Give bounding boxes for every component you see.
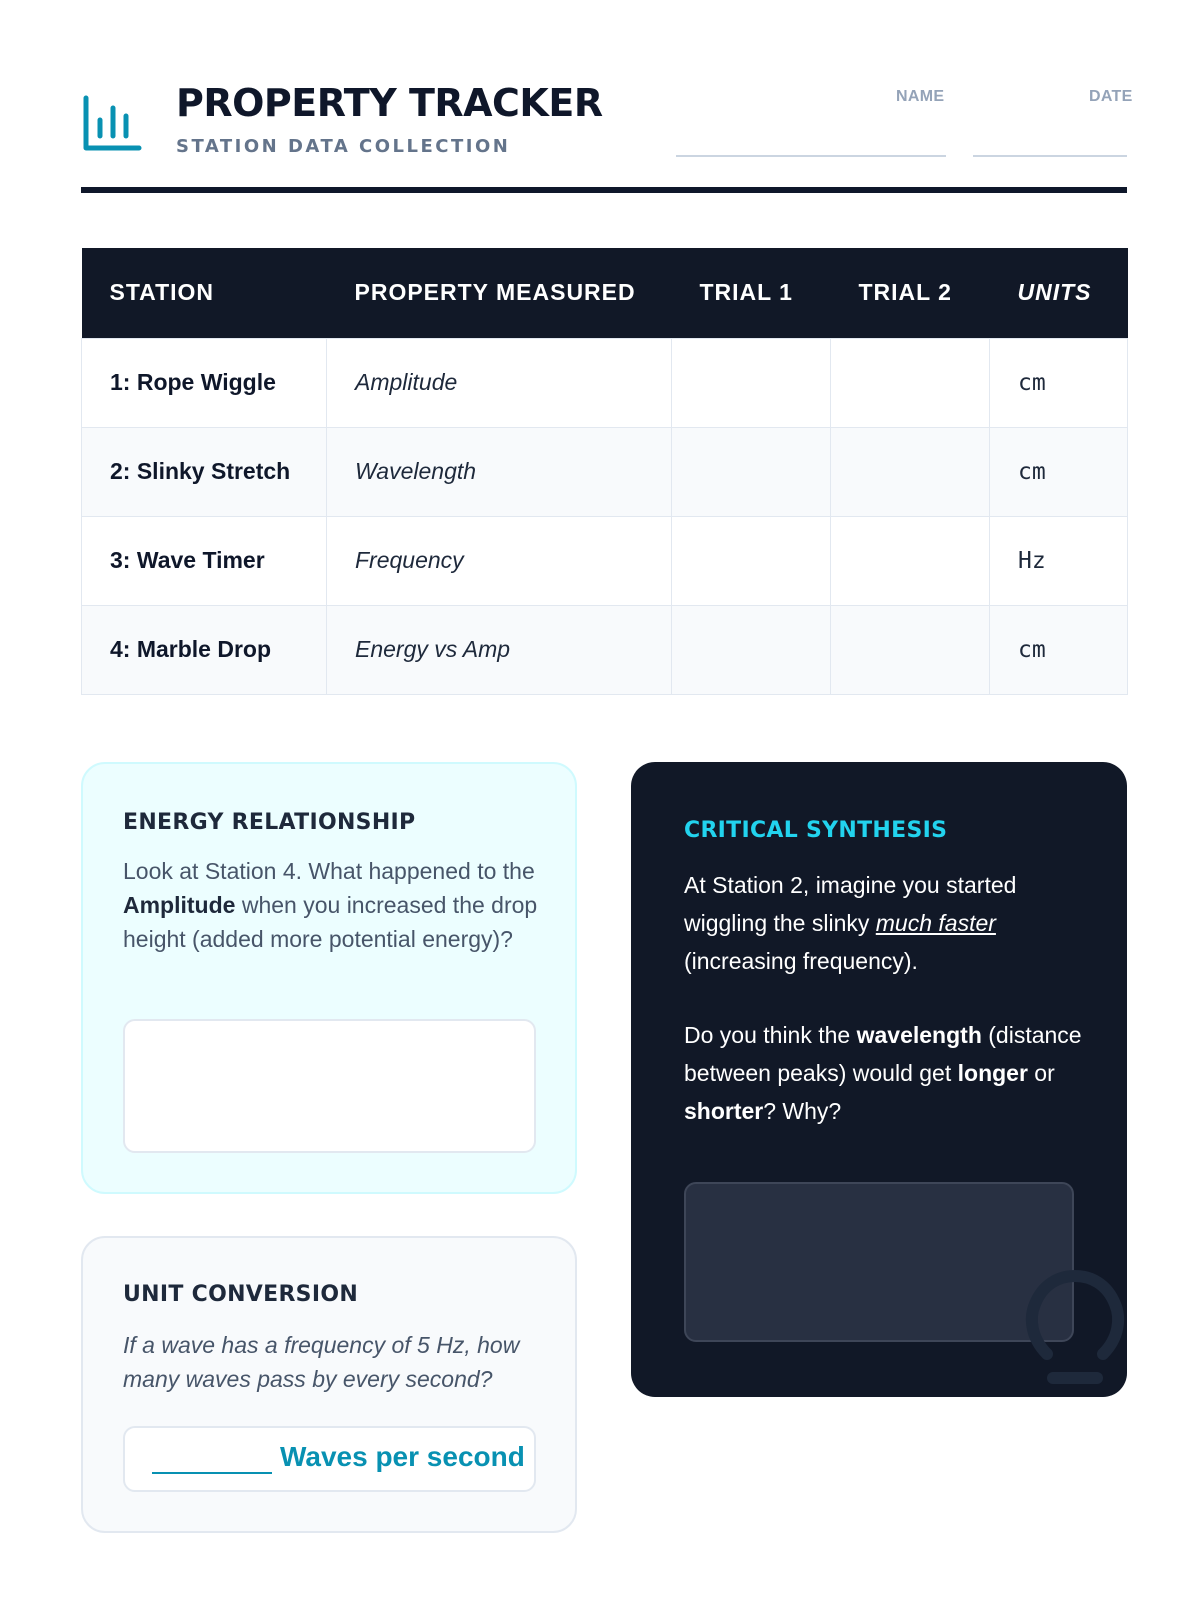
energy-question [123,854,543,956]
trial-2-cell[interactable] [831,605,990,694]
answer-blank[interactable] [152,1472,272,1474]
conversion-card-title: UNIT CONVERSION [123,1282,359,1307]
critical-synthesis-card [631,762,1127,1397]
property-cell: Wavelength [327,427,672,516]
station-cell: 2: Slinky Stretch [82,427,327,516]
page-title: PROPERTY TRACKER [176,81,603,125]
header-divider [81,187,1127,193]
synthesis-text: Do you think the [684,1022,857,1048]
property-table [81,248,1128,695]
energy-text-bold: Amplitude [123,892,236,918]
units-cell: cm [990,605,1128,694]
table-row [82,516,1128,605]
column-header-station: STATION [82,248,327,338]
trial-1-cell[interactable] [672,605,831,694]
synthesis-bold: shorter [684,1098,764,1124]
synthesis-text: (increasing frequency). [684,948,918,974]
station-cell: 1: Rope Wiggle [82,338,327,427]
energy-card-title: ENERGY RELATIONSHIP [123,810,416,835]
conversion-question: If a wave has a frequency of 5 Hz, how many waves pass by every second? [123,1332,520,1392]
property-cell: Energy vs Amp [327,605,672,694]
synthesis-text: At Station 2, imagine you started wiggling the slinky [684,872,1017,936]
units-cell: cm [990,427,1128,516]
property-cell: Amplitude [327,338,672,427]
column-header-trial-2: TRIAL 2 [831,248,990,338]
bar-chart-icon [81,92,143,154]
table-row [82,338,1128,427]
synthesis-emphasis: much faster [875,910,996,936]
date-label: DATE [1089,88,1133,105]
synthesis-paragraph-1 [684,866,1084,980]
table-row [82,427,1128,516]
column-header-trial-1: TRIAL 1 [672,248,831,338]
property-cell: Frequency [327,516,672,605]
trial-1-cell[interactable] [672,516,831,605]
synthesis-paragraph-2 [684,1016,1084,1130]
answer-suffix: Waves per second [280,1441,525,1472]
energy-relationship-card [81,762,577,1194]
energy-answer-box[interactable] [123,1019,536,1153]
trial-2-cell[interactable] [831,338,990,427]
synthesis-bold: longer [957,1060,1028,1086]
lightbulb-icon [1023,1270,1127,1394]
trial-2-cell[interactable] [831,516,990,605]
station-cell: 3: Wave Timer [82,516,327,605]
conversion-answer-field[interactable] [123,1426,536,1492]
synthesis-text: (distance between peaks) would get [684,1022,1082,1086]
synthesis-answer-box[interactable] [684,1182,1074,1342]
column-header-property: PROPERTY MEASURED [327,248,672,338]
unit-conversion-card [81,1236,577,1533]
trial-1-cell[interactable] [672,338,831,427]
trial-2-cell[interactable] [831,427,990,516]
page-subtitle: STATION DATA COLLECTION [176,136,511,157]
units-cell: cm [990,338,1128,427]
energy-text-after: when you increased the drop height (added more potential energy)? [123,892,538,952]
name-label: NAME [896,88,945,105]
trial-1-cell[interactable] [672,427,831,516]
units-cell: Hz [990,516,1128,605]
name-field[interactable] [676,155,946,157]
synthesis-bold: wavelength [856,1022,982,1048]
synthesis-card-title: CRITICAL SYNTHESIS [684,818,948,843]
synthesis-text: ? Why? [763,1098,842,1124]
energy-text-before: Look at Station 4. What happened to the [123,858,535,884]
worksheet-header [81,80,1133,194]
date-field[interactable] [973,155,1127,157]
station-cell: 4: Marble Drop [82,605,327,694]
column-header-units: UNITS [990,248,1128,338]
synthesis-text: or [1027,1060,1055,1086]
table-row [82,605,1128,694]
table-header-row [82,248,1128,338]
